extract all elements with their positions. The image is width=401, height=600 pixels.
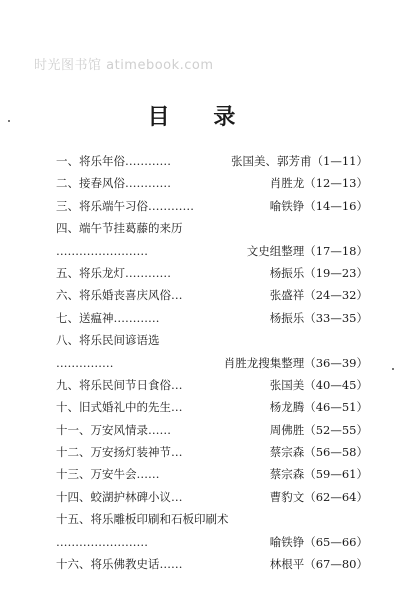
toc-entry-author-pages: 文史组整理（17—18） [246,243,368,258]
toc-entry [56,195,368,217]
scan-speck [8,120,10,122]
table-of-contents [56,150,368,575]
toc-entry-title: …………………… [56,534,148,549]
toc-entry-title: 八、将乐民间谚语选 [56,333,160,348]
toc-entry-author-pages: 杨龙腾（46—51） [269,400,368,415]
toc-entry [56,262,368,284]
toc-entry [56,172,368,194]
toc-entry-title: 十四、蛟湖护林碑小议… [56,489,183,504]
toc-entry [56,150,368,172]
toc-entry-title: 三、将乐端午习俗………… [56,198,194,213]
toc-entry [56,396,368,418]
toc-entry-title: 四、端午节挂葛藤的来历 [56,221,183,236]
toc-entry [56,374,368,396]
toc-entry-title: 十一、万安风情录…… [56,422,171,437]
toc-entry-author-pages: 张盛祥（24—32） [269,288,368,303]
toc-entry-title: 十五、将乐雕板印刷和石板印刷术 [56,512,229,527]
toc-entry-author-pages: 蔡宗森（56—58） [269,445,368,460]
toc-entry-author-pages: 杨振乐（33—35） [269,310,368,325]
toc-entry-author-pages: 蔡宗森（59—61） [269,467,368,482]
toc-entry [56,307,368,329]
toc-entry-author-pages: 杨振乐（19—23） [269,265,368,280]
toc-entry-author-pages: 张国美、郭芳甫（1—11） [231,154,368,168]
toc-entry-title: 二、接春风俗………… [56,176,171,191]
toc-entry [56,508,368,530]
toc-entry-title: 一、将乐年俗………… [56,154,171,168]
toc-entry-author-pages: 曹豹文（62—64） [269,489,368,504]
toc-entry-title: 五、将乐龙灯………… [56,265,171,280]
toc-entry-title: 七、送瘟神………… [56,310,160,325]
toc-entry-title: 九、将乐民间节日食俗… [56,377,183,392]
toc-entry [56,419,368,441]
toc-entry-author-pages: 喻铁铮（65—66） [269,534,368,549]
toc-entry [56,217,368,239]
toc-entry-author-pages: 林根平（67—80） [269,557,368,572]
toc-entry [56,284,368,306]
toc-entry [56,486,368,508]
toc-entry-title: 十二、万安扬灯装神节… [56,445,183,460]
toc-entry [56,531,368,553]
toc-entry-title: …………………… [56,243,148,258]
toc-entry-author-pages: 肖胜龙（12—13） [269,176,368,191]
toc-entry [56,240,368,262]
toc-entry-author-pages: 周佛胜（52—55） [269,422,368,437]
toc-entry-title: 十三、万安牛会…… [56,467,160,482]
page-title: 目 录 [147,104,254,130]
toc-entry [56,441,368,463]
toc-entry-author-pages: 张国美（40—45） [269,377,368,392]
toc-entry-author-pages: 喻铁铮（14—16） [269,198,368,213]
toc-entry-author-pages: 肖胜龙搜集整理（36—39） [223,355,368,370]
toc-entry [56,329,368,351]
watermark: 时光图书馆 atimebook.com [34,58,214,73]
toc-entry-title: 十六、将乐佛教史话…… [56,557,183,572]
toc-entry-title: 十、旧式婚礼中的先生… [56,400,183,415]
toc-entry-title: …………… [56,355,114,370]
toc-entry-title: 六、将乐婚丧喜庆风俗… [56,288,183,303]
toc-entry [56,352,368,374]
toc-entry [56,553,368,575]
toc-entry [56,463,368,485]
scan-speck [392,368,394,370]
